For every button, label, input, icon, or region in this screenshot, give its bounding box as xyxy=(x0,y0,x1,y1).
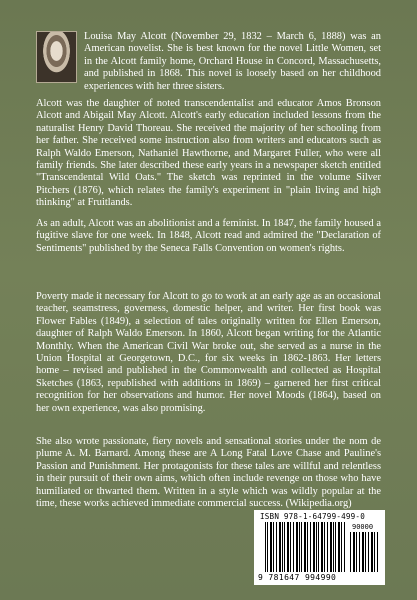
price-code: 90000 xyxy=(352,523,374,531)
bio-paragraph-3: As an adult, Alcott was an abolitionist and a feminist. In 1847, the family housed a fugitive slave for one week. In 1848, Alcott read and admired the "Declaration of Sentiments" published by the Seneca Falls Convention on women's rights. xyxy=(36,218,381,254)
bio-paragraph-4: Poverty made it necessary for Alcott to go to work at an early age as an occasional teacher, seamstress, governess, domestic helper, and writer. Her first book was Flower Fables (1849), a selection of tales originally written for Ellen Emerson, daughter of Ralph Waldo Emerson. In 1860, Alcott began writing for the Atlantic Monthly. When the American Civil War broke out, she served as a nurse in the Union Hospital at Georgetown, D.C., for six weeks in 1862-1863. Her letters home – revised and published in the Commonwealth and collected as Hospital Sketches (1863, republished with additions in 1869) – garnered her first critical recognition for her observations and humor. Her novel Moods (1864), based on her own experience, was also promising. xyxy=(36,291,381,414)
bio-paragraph-5: She also wrote passionate, fiery novels and sensational stories under the nom de plume A. M. Barnard. Among these are A Long Fatal Love Chase and Pauline's Passion and Punishment. Her protagonists for these tales are willful and relentless in their pursuit of their own aims, which often include revenge on those who have humiliated or thwarted them. Written in a style which was wildly popular at the time, these works achieved immediate commercial success. (Wikipedia.org) xyxy=(36,436,381,510)
isbn-barcode xyxy=(254,510,385,585)
bio-paragraph-2: Alcott was the daughter of noted transcendentalist and educator Amos Bronson Alcott and Abigail May Alcott. Alcott's early education included lessons from the naturalist Henry David Thoreau. She received the majority of her schooling from her father. She received some instruction also from writers and educators such as Ralph Waldo Emerson, Nathaniel Hawthorne, and Margaret Fuller, who were all family friends. She later described these early years in a newspaper sketch entitled "Transcendental Wild Oats." The sketch was reprinted in the volume Silver Pitchers (1876), which relates the family's experiment in "plain living and high thinking" at Fruitlands. xyxy=(36,98,381,209)
addon-barcode-bars xyxy=(350,532,378,572)
bio-paragraph-1: Louisa May Alcott (November 29, 1832 – March 6, 1888) was an American novelist. She is best known for the novel Little Women, set in the Alcott family home, Orchard House in Concord, Massachusetts, and published in 1868. This novel is loosely based on her childhood experiences with her three sisters. xyxy=(84,31,381,92)
barcode-digits: 9 781647 994990 xyxy=(258,573,337,582)
barcode-bars xyxy=(265,522,345,572)
isbn-text: ISBN 978-1-64799-499-0 xyxy=(260,512,365,521)
